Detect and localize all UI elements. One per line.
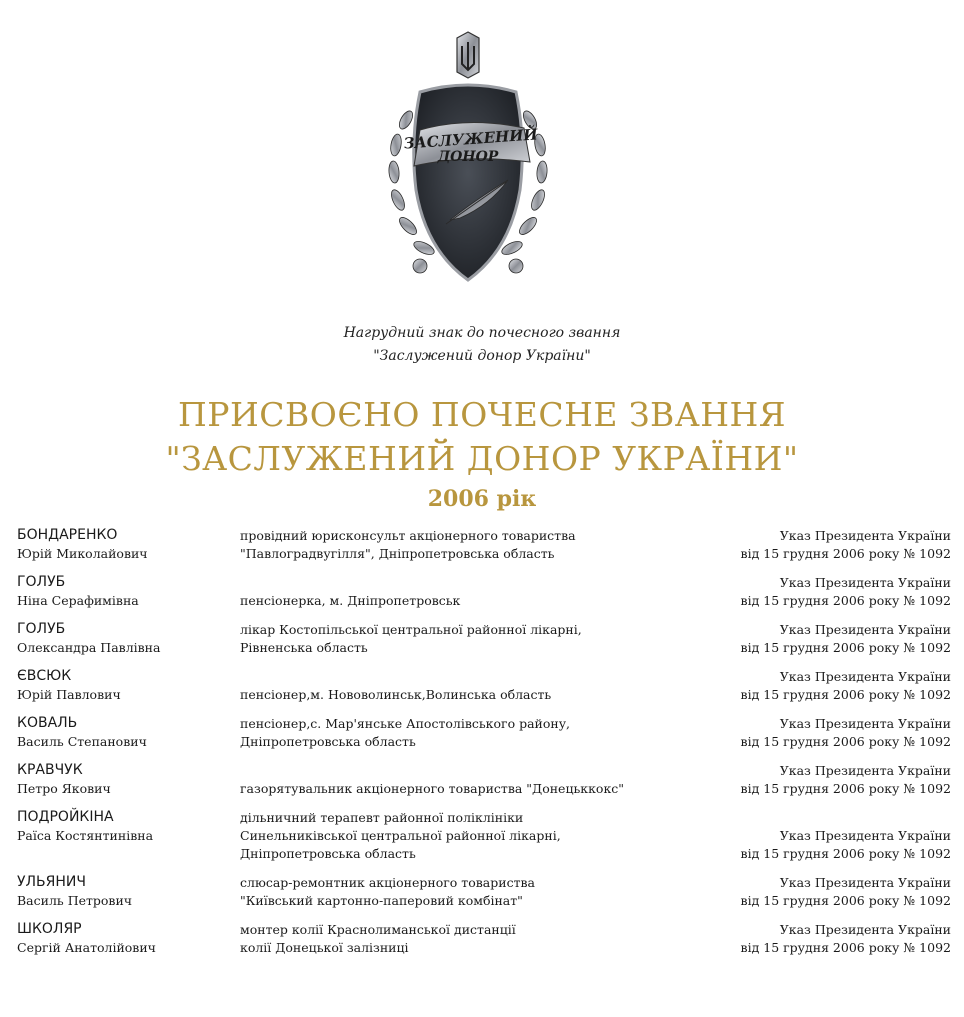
decree-reference: Указ Президента України xyxy=(779,575,951,590)
awardee-given-name: Юрій Павлович xyxy=(17,687,121,702)
trident-emblem-icon xyxy=(457,32,479,78)
awardee-description: монтер колії Краснолиманської дистанції xyxy=(240,922,516,937)
awardee-given-name: Олександра Павлівна xyxy=(17,640,161,655)
decree-reference: від 15 грудня 2006 року № 1092 xyxy=(740,546,951,561)
awardee-given-name: Петро Якович xyxy=(17,781,111,796)
awardee-given-name: Василь Петрович xyxy=(17,893,133,908)
list-item xyxy=(17,715,951,762)
awardee-description: дільничний терапевт районної поліклініки xyxy=(240,810,524,825)
awardee-description: провідний юрисконсульт акціонерного товариства xyxy=(240,528,576,543)
list-item xyxy=(17,668,951,715)
badge-caption-line2: "Заслужений донор України" xyxy=(373,348,591,364)
awardee-surname: БОНДАРЕНКО xyxy=(17,527,118,543)
awardee-given-name: Раїса Костянтинівна xyxy=(17,828,154,843)
decree-reference: Указ Президента України xyxy=(779,669,951,684)
awardee-description: пенсіонер,с. Мар'янське Апостолівського району, xyxy=(240,716,571,731)
decree-reference: Указ Президента України xyxy=(779,622,951,637)
awardee-description: Рівненська область xyxy=(240,640,368,655)
awardee-description: колії Донецької залізниці xyxy=(240,940,409,955)
decree-reference: Указ Президента України xyxy=(779,716,951,731)
awardee-surname: ПОДРОЙКІНА xyxy=(17,809,114,825)
decree-reference: Указ Президента України xyxy=(779,528,951,543)
decree-reference: від 15 грудня 2006 року № 1092 xyxy=(740,640,951,655)
list-item xyxy=(17,874,951,921)
decree-reference: Указ Президента України xyxy=(779,763,951,778)
page-title-line2: "ЗАСЛУЖЕНИЙ ДОНОР УКРАЇНИ" xyxy=(165,439,799,478)
awardee-surname: ШКОЛЯР xyxy=(17,921,82,937)
awardee-description: слюсар-ремонтник акціонерного товариства xyxy=(240,875,535,890)
awardee-description: Синельниківської центральної районної лікарні, xyxy=(240,828,561,843)
awardee-description: газорятувальник акціонерного товариства "Донецьккокс" xyxy=(240,781,625,796)
year-label: 2006 рік xyxy=(427,486,537,512)
list-item xyxy=(17,574,951,621)
awardee-given-name: Ніна Серафимівна xyxy=(17,593,139,608)
awardee-given-name: Юрій Миколайович xyxy=(17,546,148,561)
page-title-line1: ПРИСВОЄНО ПОЧЕСНЕ ЗВАННЯ xyxy=(178,395,786,434)
awardee-description: пенсіонерка, м. Дніпропетровськ xyxy=(240,593,461,608)
decree-reference: від 15 грудня 2006 року № 1092 xyxy=(740,687,951,702)
awardee-given-name: Сергій Анатолійович xyxy=(17,940,156,955)
awardee-surname: УЛЬЯНИЧ xyxy=(17,874,86,890)
awardee-surname: ЄВСЮК xyxy=(17,668,72,684)
decree-reference: від 15 грудня 2006 року № 1092 xyxy=(740,734,951,749)
awardee-description: "Київський картонно-паперовий комбінат" xyxy=(240,893,523,908)
awardee-surname: ГОЛУБ xyxy=(17,621,66,637)
decree-reference: від 15 грудня 2006 року № 1092 xyxy=(740,846,951,861)
awardee-surname: КРАВЧУК xyxy=(17,762,83,778)
awardee-surname: ГОЛУБ xyxy=(17,574,66,590)
decree-reference: від 15 грудня 2006 року № 1092 xyxy=(740,893,951,908)
awardee-description: лікар Костопільської центральної районної лікарні, xyxy=(240,622,582,637)
honor-badge-icon xyxy=(380,30,556,292)
awardee-given-name: Василь Степанович xyxy=(17,734,147,749)
awardee-description: Дніпропетровська область xyxy=(240,734,416,749)
awardee-description: Дніпропетровська область xyxy=(240,846,416,861)
decree-reference: від 15 грудня 2006 року № 1092 xyxy=(740,781,951,796)
decree-reference: Указ Президента України xyxy=(779,875,951,890)
decree-reference: від 15 грудня 2006 року № 1092 xyxy=(740,593,951,608)
awardee-description: пенсіонер,м. Нововолинськ,Волинська область xyxy=(240,687,552,702)
list-item xyxy=(17,621,951,668)
list-item xyxy=(17,527,951,574)
list-item xyxy=(17,762,951,809)
badge-text-line2: ДОНОР xyxy=(437,149,499,165)
list-item xyxy=(17,921,951,968)
list-item xyxy=(17,809,951,874)
badge-caption-line1: Нагрудний знак до почесного звання xyxy=(343,325,621,341)
decree-reference: Указ Президента України xyxy=(779,828,951,843)
decree-reference: Указ Президента України xyxy=(779,922,951,937)
awardee-description: "Павлоградвугілля", Дніпропетровська область xyxy=(240,546,555,561)
awardee-surname: КОВАЛЬ xyxy=(17,715,78,731)
badge-text-line1: ЗАСЛУЖЕНИЙ xyxy=(403,125,539,153)
decree-reference: від 15 грудня 2006 року № 1092 xyxy=(740,940,951,955)
awardees-list xyxy=(17,527,951,968)
